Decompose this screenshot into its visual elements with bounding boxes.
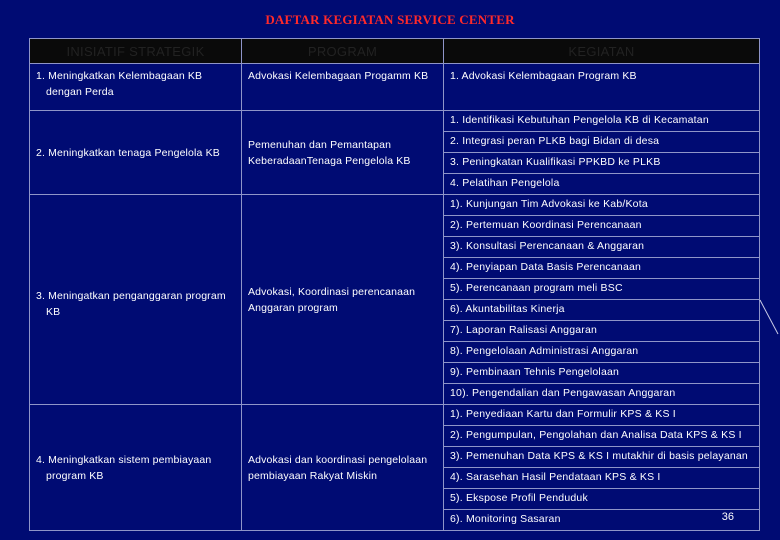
kegiatan-item: 10). Pengendalian dan Pengawasan Anggaran <box>444 384 760 405</box>
kegiatan-item: 4). Penyiapan Data Basis Perencanaan <box>444 258 760 279</box>
kegiatan-table <box>29 38 760 531</box>
kegiatan-text: 1. Advokasi Kelembagaan Program KB <box>450 70 637 82</box>
table-header-row <box>30 39 760 64</box>
kegiatan-item: 1). Kunjungan Tim Advokasi ke Kab/Kota <box>444 195 760 216</box>
program-text: Advokasi dan koordinasi pengelolaan <box>248 453 428 466</box>
inisiatif-cell-3 <box>30 195 242 405</box>
inisiatif-text: KB <box>46 305 61 318</box>
decorative-line-icon <box>758 298 780 338</box>
table-row <box>30 405 760 426</box>
kegiatan-item: 4). Sarasehan Hasil Pendataan KPS & KS I <box>444 468 760 489</box>
table-row <box>30 111 760 132</box>
program-text: KeberadaanTenaga Pengelola KB <box>248 154 411 167</box>
header-kegiatan: KEGIATAN <box>444 39 760 64</box>
program-text: Advokasi, Koordinasi perencanaan <box>248 285 416 298</box>
inisiatif-text: program KB <box>46 469 104 482</box>
kegiatan-item: 7). Laporan Ralisasi Anggaran <box>444 321 760 342</box>
inisiatif-text: 3. Meningatkan penganggaran program <box>36 289 226 302</box>
program-text: pembiayaan Rakyat Miskin <box>248 469 378 482</box>
program-text: Advokasi Kelembagaan Progamm KB <box>248 70 429 82</box>
header-program: PROGRAM <box>242 39 444 64</box>
table-row <box>30 195 760 216</box>
kegiatan-item: 5). Ekspose Profil Penduduk <box>444 489 760 510</box>
program-cell-2 <box>242 111 444 195</box>
program-cell-3 <box>242 195 444 405</box>
kegiatan-item: 1). Penyediaan Kartu dan Formulir KPS & KS I <box>444 405 760 426</box>
inisiatif-text: 1. Meningkatkan Kelembagaan KB <box>36 70 203 82</box>
inisiatif-cell-4 <box>30 405 242 531</box>
kegiatan-item: 1. Identifikasi Kebutuhan Pengelola KB di Kecamatan <box>444 111 760 132</box>
kegiatan-item: 8). Pengelolaan Administrasi Anggaran <box>444 342 760 363</box>
inisiatif-text: 4. Meningkatkan sistem pembiayaan <box>36 453 212 466</box>
kegiatan-item: 9). Pembinaan Tehnis Pengelolaan <box>444 363 760 384</box>
inisiatif-cell-2 <box>30 111 242 195</box>
kegiatan-item: 2). Pertemuan Koordinasi Perencanaan <box>444 216 760 237</box>
kegiatan-item: 5). Perencanaan program meli BSC <box>444 279 760 300</box>
kegiatan-item: 6). Monitoring Sasaran <box>444 510 760 531</box>
kegiatan-item: 2. Integrasi peran PLKB bagi Bidan di desa <box>444 132 760 153</box>
kegiatan-item: 2). Pengumpulan, Pengolahan dan Analisa Data KPS & KS I <box>444 426 760 447</box>
program-cell-1 <box>242 64 444 111</box>
page-number: 36 <box>721 511 734 523</box>
kegiatan-item: 3). Konsultasi Perencanaan & Anggaran <box>444 237 760 258</box>
inisiatif-text: 2. Meningkatkan tenaga Pengelola KB <box>36 146 220 159</box>
table-row <box>30 64 760 111</box>
page-title: DAFTAR KEGIATAN SERVICE CENTER <box>265 12 515 27</box>
inisiatif-text: dengan Perda <box>46 86 114 98</box>
program-cell-4 <box>242 405 444 531</box>
kegiatan-item: 6). Akuntabilitas Kinerja <box>444 300 760 321</box>
inisiatif-cell-1 <box>30 64 242 111</box>
kegiatan-item: 4. Pelatihan Pengelola <box>444 174 760 195</box>
kegiatan-cell-1 <box>444 64 760 111</box>
kegiatan-item: 3. Peningkatan Kualifikasi PPKBD ke PLKB <box>444 153 760 174</box>
program-text: Anggaran program <box>248 301 338 314</box>
header-inisiatif: INISIATIF STRATEGIK <box>30 39 242 64</box>
program-text: Pemenuhan dan Pemantapan <box>248 138 392 151</box>
kegiatan-item: 3). Pemenuhan Data KPS & KS I mutakhir di basis pelayanan <box>444 447 760 468</box>
